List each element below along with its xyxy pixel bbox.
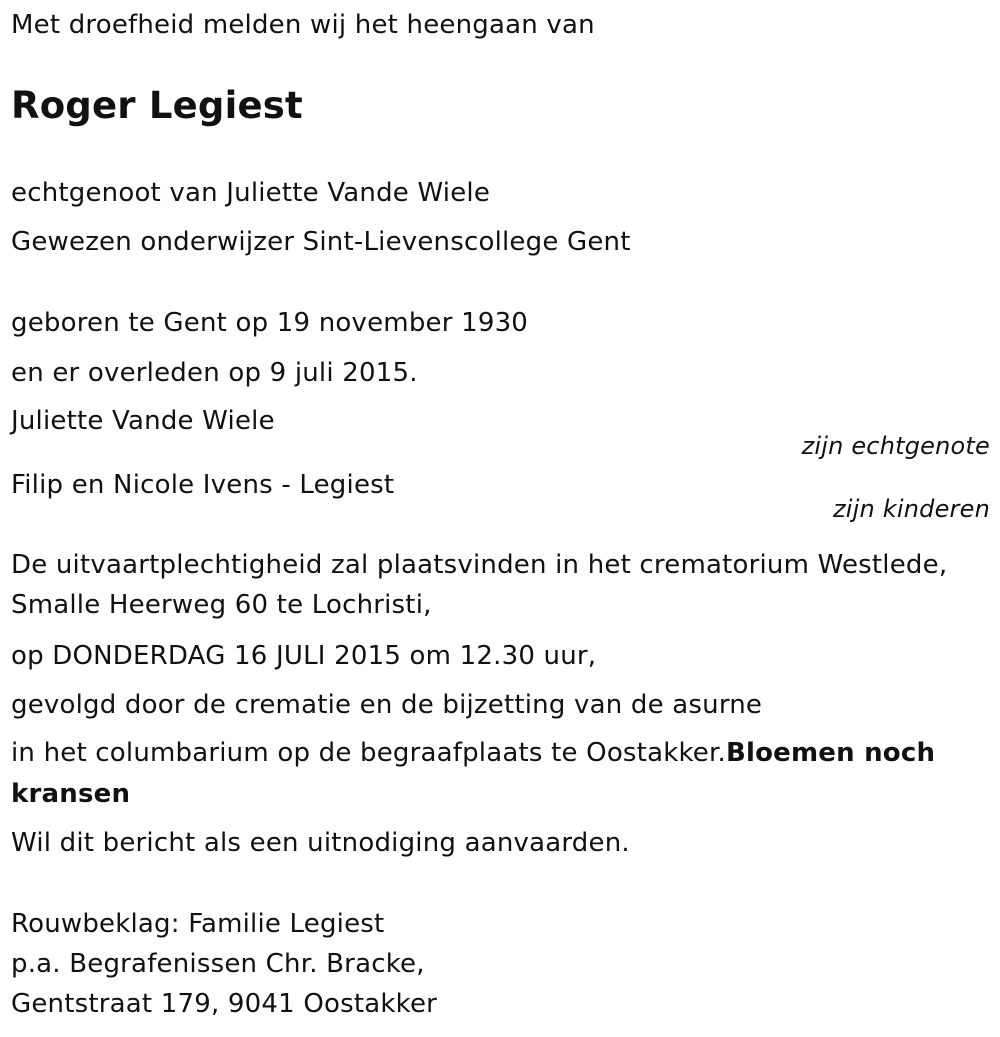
mourner-name: Filip en Nicole Ivens - Legiest — [11, 470, 395, 500]
occupation-line: Gewezen onderwijzer Sint-Lievenscollege Gent — [11, 227, 631, 257]
funeral-home-line: p.a. Begrafenissen Chr. Bracke, — [11, 949, 425, 979]
funeral-home-address: Gentstraat 179, 9041 Oostakker — [11, 989, 438, 1019]
death-line: en er overleden op 9 juli 2015. — [11, 358, 418, 388]
ceremony-address-line: Smalle Heerweg 60 te Lochristi, — [11, 590, 432, 620]
intro-text: Met droefheid melden wij het heengaan van — [11, 10, 595, 40]
invitation-line: Wil dit bericht als een uitnodiging aanvaarden. — [11, 828, 630, 858]
birth-line: geboren te Gent op 19 november 1930 — [11, 308, 529, 338]
deceased-name: Roger Legiest — [11, 84, 303, 127]
ceremony-location-line: De uitvaartplechtigheid zal plaatsvinden in het crematorium Westlede, — [11, 550, 948, 580]
cremation-line: gevolgd door de crematie en de bijzetting van de asurne — [11, 690, 763, 720]
no-flowers-notice-continued: kransen — [11, 779, 131, 809]
ceremony-date-line: op DONDERDAG 16 JULI 2015 om 12.30 uur, — [11, 641, 597, 671]
mourner-name: Juliette Vande Wiele — [11, 406, 275, 436]
spouse-line: echtgenoot van Juliette Vande Wiele — [11, 178, 491, 208]
columbarium-text: in het columbarium op de begraafplaats te Oostakker. — [11, 738, 726, 768]
condolence-line: Rouwbeklag: Familie Legiest — [11, 909, 385, 939]
mourner-relation: zijn echtgenote — [801, 432, 990, 460]
mourner-relation: zijn kinderen — [833, 495, 990, 523]
columbarium-line — [11, 738, 935, 768]
no-flowers-notice: Bloemen noch — [725, 738, 936, 768]
